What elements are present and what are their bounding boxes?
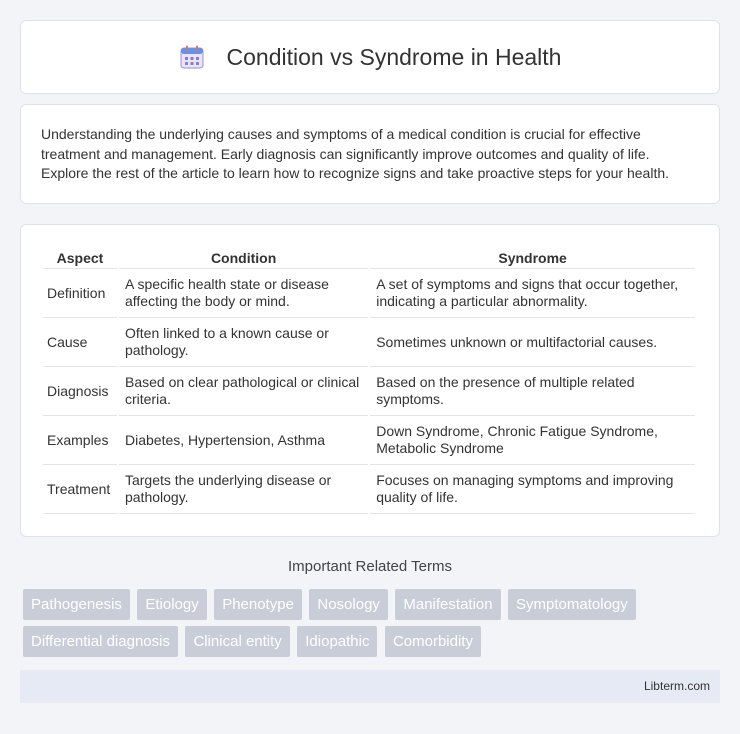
aspect-cell: Examples xyxy=(43,416,117,465)
term-tag[interactable]: Differential diagnosis xyxy=(23,626,178,657)
table-header-row xyxy=(43,247,695,269)
term-tag[interactable]: Nosology xyxy=(309,589,388,620)
syndrome-cell: Focuses on managing symptoms and improving quality of life. xyxy=(370,465,695,514)
header-condition: Condition xyxy=(119,247,368,269)
condition-cell: Diabetes, Hypertension, Asthma xyxy=(119,416,368,465)
aspect-cell: Cause xyxy=(43,318,117,367)
syndrome-cell: Down Syndrome, Chronic Fatigue Syndrome, Metabolic Syndrome xyxy=(370,416,695,465)
table-row xyxy=(43,318,695,367)
aspect-cell: Treatment xyxy=(43,465,117,514)
syndrome-cell: Sometimes unknown or multifactorial causes. xyxy=(370,318,695,367)
table-row xyxy=(43,416,695,465)
comparison-table xyxy=(41,247,697,514)
term-tag[interactable]: Phenotype xyxy=(214,589,302,620)
condition-cell: A specific health state or disease affecting the body or mind. xyxy=(119,269,368,318)
term-tag[interactable]: Clinical entity xyxy=(185,626,289,657)
aspect-cell: Definition xyxy=(43,269,117,318)
term-tag[interactable]: Comorbidity xyxy=(385,626,481,657)
footer-site-link[interactable]: Libterm.com xyxy=(643,679,710,693)
related-terms-heading: Important Related Terms xyxy=(288,558,452,575)
title-card xyxy=(20,20,720,94)
term-tag[interactable]: Idiopathic xyxy=(297,626,377,657)
syndrome-cell: Based on the presence of multiple related symptoms. xyxy=(370,367,695,416)
calendar-icon xyxy=(179,44,205,70)
condition-cell: Targets the underlying disease or pathology. xyxy=(119,465,368,514)
page-title: Condition vs Syndrome in Health xyxy=(226,43,562,70)
syndrome-cell: A set of symptoms and signs that occur together, indicating a particular abnormality. xyxy=(370,269,695,318)
intro-text: Understanding the underlying causes and symptoms of a medical condition is crucial for effective treatment and management. Early diagnosis can significantly improve outcomes and quality of life. Explore the rest of the article to learn how to recognize signs and take proactive steps for your health. xyxy=(41,126,670,181)
intro-card xyxy=(20,104,720,204)
term-tag[interactable]: Manifestation xyxy=(395,589,500,620)
condition-cell: Based on clear pathological or clinical criteria. xyxy=(119,367,368,416)
table-row xyxy=(43,269,695,318)
condition-cell: Often linked to a known cause or pathology. xyxy=(119,318,368,367)
comparison-card xyxy=(20,224,720,537)
header-syndrome: Syndrome xyxy=(370,247,695,269)
aspect-cell: Diagnosis xyxy=(43,367,117,416)
related-terms-list xyxy=(23,589,723,663)
term-tag[interactable]: Symptomatology xyxy=(508,589,636,620)
table-row xyxy=(43,465,695,514)
footer xyxy=(20,670,720,703)
header-aspect: Aspect xyxy=(43,247,117,269)
term-tag[interactable]: Pathogenesis xyxy=(23,589,130,620)
table-row xyxy=(43,367,695,416)
term-tag[interactable]: Etiology xyxy=(137,589,206,620)
